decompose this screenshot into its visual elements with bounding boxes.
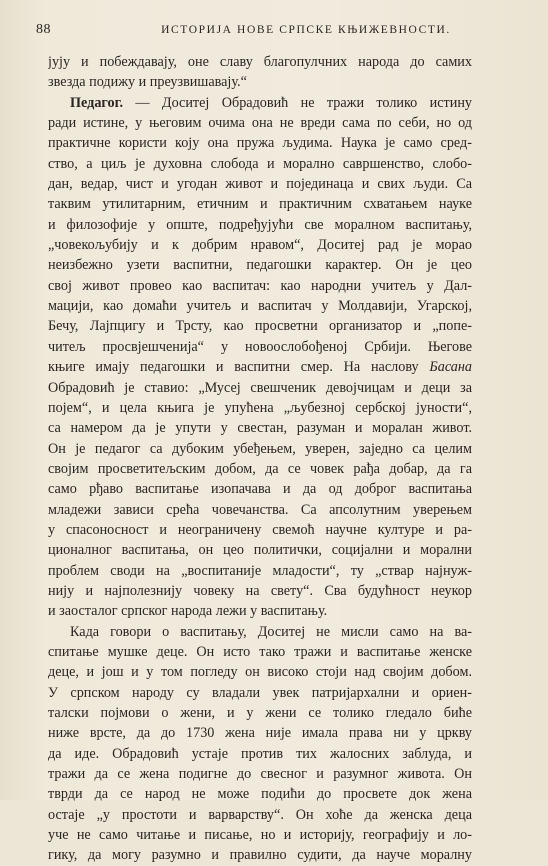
text-line [48, 703, 472, 723]
line-text: и заосталог српског народа лежи у васпитању. [48, 603, 328, 620]
text-line [48, 276, 472, 296]
line-text: деце, и још и у том погледу он високо стоји над својим добом. [48, 664, 472, 681]
text-line [48, 133, 472, 153]
text-line [48, 52, 472, 72]
text-line [48, 561, 472, 581]
text-line [48, 683, 472, 703]
text-line [48, 479, 472, 499]
line-text: нију и најполезнију човеку на свету“. Сва будућност неукор [48, 582, 472, 599]
line-text: ради истине, у његовим очима она не вреди сама по себи, но од [48, 115, 472, 132]
running-title: ИСТОРИЈА НОВЕ СРПСКЕ КЊИЖЕВНОСТИ. [161, 24, 451, 36]
text-line [48, 316, 472, 336]
line-text: својим просветитељским добом, да се човек рађа добар, да га [48, 460, 472, 477]
line-text: остаје „у простоти и варварству“. Он хоће да женска деца [48, 806, 472, 823]
text-line [48, 622, 472, 642]
line-text: неизбежно узети васпитни, педагошки карактер. Он је цео [48, 257, 472, 274]
body-text [48, 52, 472, 866]
text-line [48, 337, 472, 357]
line-text: дан, ведар, чист и угодан живот и појединаца и свих људи. Са [48, 176, 472, 193]
text-line [48, 215, 472, 235]
line-text: у спасоносност и неограничену свемоћ научне културе и ра- [48, 521, 472, 538]
line-text: са намером да је упути у свестан, разуман и моралан живот. [48, 420, 472, 437]
text-line [48, 825, 472, 845]
line-text: У српском народу су владали увек патријархални и ориен- [48, 684, 472, 701]
line-text: ционалног васпитања, он цео политички, социјални и морални [48, 542, 472, 559]
text-line [48, 601, 472, 621]
text-line [48, 235, 472, 255]
line-text: Бечу, Лајпцигу и Трсту, као просветни организатор и „попе- [48, 318, 472, 335]
line-text: Он је педагог са дубоким убеђењем, уверен, заједно са целим [48, 440, 472, 457]
page-header [36, 22, 506, 42]
text-line [48, 805, 472, 825]
text-line [48, 154, 472, 174]
text-line [48, 174, 472, 194]
text-line [48, 255, 472, 275]
text-line [48, 500, 472, 520]
text-line [48, 296, 472, 316]
text-line [48, 194, 472, 214]
line-text: само рђаво васпитање изопачава и да од доброг васпитања [48, 481, 472, 498]
section-heading: Педагог. [70, 94, 123, 111]
text-line [48, 764, 472, 784]
line-text: свој живот провео као васпитач: као народни учитељ у Дал- [48, 277, 472, 294]
text-line [48, 723, 472, 743]
text-line [48, 357, 472, 377]
line-text: Када говори о васпитању, Доситеј не мисли само на ва- [70, 623, 472, 640]
text-line [48, 378, 472, 398]
line-text: појем“, и цела књига је упућена „љубезној сербској јуности“, [48, 399, 472, 416]
text-line [48, 581, 472, 601]
line-text: тврди да се народ не може подићи до просвете док жена [48, 786, 472, 803]
italic-title: Басана [429, 359, 472, 376]
line-text: ниже врсте, да до 1730 жена није имала права ни у цркву [48, 725, 472, 742]
text-line [48, 459, 472, 479]
text-line [48, 520, 472, 540]
text-line [48, 784, 472, 804]
line-text: уче не само читање и писање, но и историју, географију и ло- [48, 827, 472, 844]
line-text: и филозофије у опште, подређујући све моралном васпитању, [48, 216, 472, 233]
line-text: тражи да се жена подигне до свесног и разумног живота. Он [48, 766, 472, 783]
line-text: талски појмови о жени, и у жени се толико гледало биће [48, 705, 472, 721]
text-line [48, 662, 472, 682]
text-line [48, 744, 472, 764]
line-text: читељ просвјешченија“ у новоослобођеној Србији. Његове [48, 338, 472, 355]
line-text: гику, да могу разумно и правилно судити, да науче моралну [48, 847, 472, 864]
text-line [48, 540, 472, 560]
text-line [48, 642, 472, 662]
line-text: јују и побеждавају, оне славу благопулчних народа до самих [48, 54, 472, 70]
line-text: спитање мушке деце. Он исто тако тражи и васпитање женске [48, 643, 472, 660]
page-number: 88 [36, 22, 51, 37]
line-text: да иде. Обрадовић устаје против тих жалосних заблуда, и [48, 745, 472, 762]
line-text: „човекољубију и к добрим нравом“, Доситеј рад је морао [48, 237, 472, 254]
line-text: младежи зависи срећа човечанства. Са апсолутним уверењем [48, 501, 472, 518]
text-line [48, 93, 472, 113]
line-text: ство, а циљ је духовна слобода и морално савршенство, слобо- [48, 155, 472, 172]
text-line [48, 398, 472, 418]
text-line [48, 439, 472, 459]
line-text: — Доситеј Обрадовић не тражи толико истину [123, 94, 472, 111]
line-text: звезда подижу и преузвишавају.“ [48, 74, 247, 91]
line-text: мацији, као домаћи учитељ и васпитач у Молдавији, Угарској, [48, 298, 472, 315]
text-line [48, 72, 472, 92]
text-line [48, 418, 472, 438]
line-text: књиге имају педагошки и васпитни смер. На наслову [48, 359, 419, 376]
line-text: таквим утилитарним, етичним и практичним схватањем науке [48, 196, 472, 213]
text-line [48, 113, 472, 133]
text-line [48, 845, 472, 865]
line-text: практичне користи коју она пружа људима. Наука је само сред- [48, 135, 472, 152]
line-text: Обрадовић је ставио: „Мусеј свешченик девојчицам и деци за [48, 379, 472, 396]
line-text: проблем своди на „воспитаније младости“, ту „ствар најнуж- [48, 562, 472, 579]
